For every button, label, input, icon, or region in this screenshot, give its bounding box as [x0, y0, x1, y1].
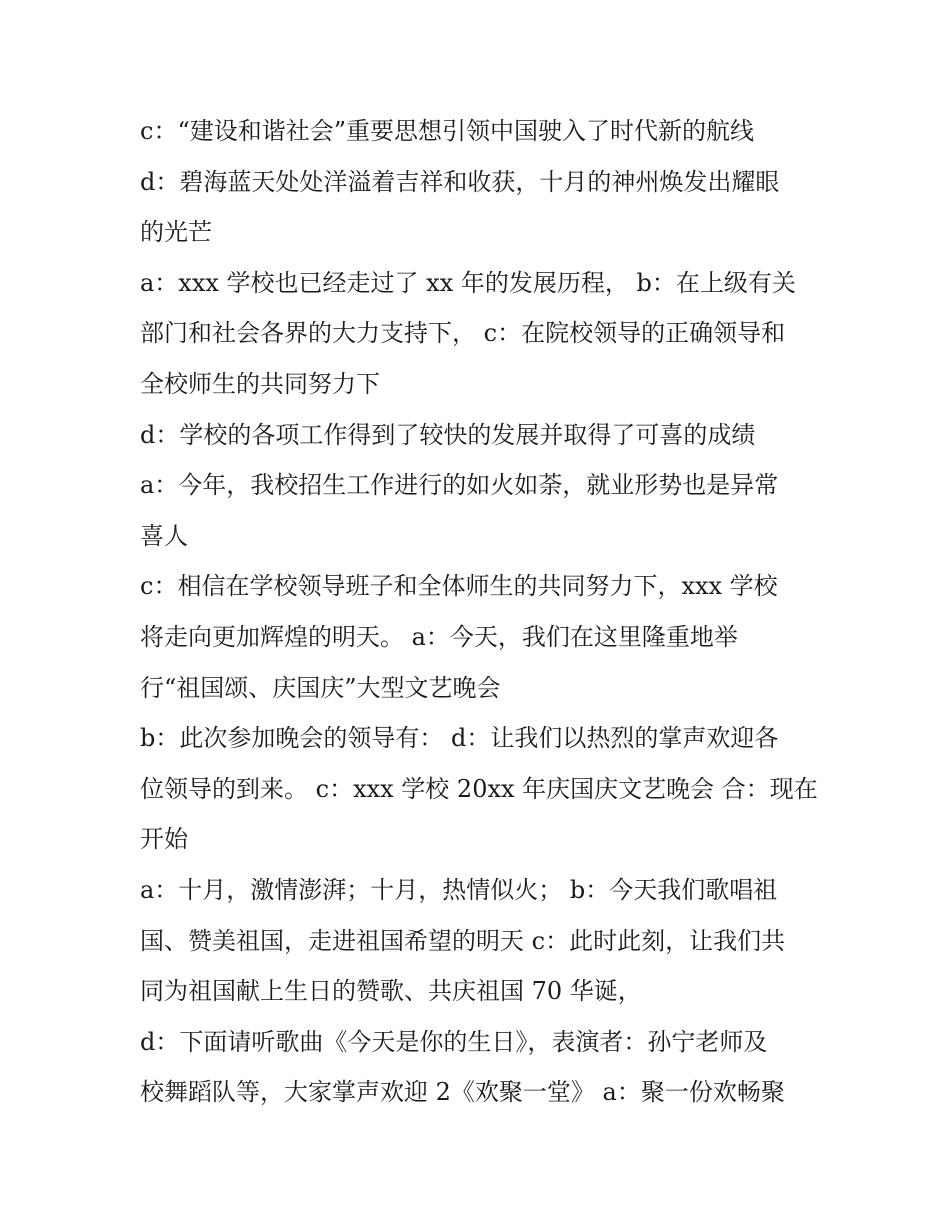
text-line: 位领导的到来。 c：xxx 学校 20xx 年庆国庆文艺晚会 合：现在 — [140, 774, 818, 803]
text-line: d：学校的各项工作得到了较快的发展并取得了可喜的成绩 — [140, 420, 756, 449]
text-line: d：碧海蓝天处处洋溢着吉祥和收获，十月的神州焕发出耀眼 — [140, 167, 780, 196]
text-line: 的光芒 — [140, 218, 212, 247]
text-line: 喜人 — [140, 521, 188, 550]
text-line: 开始 — [140, 825, 188, 854]
text-line: 同为祖国献上生日的赞歌、共庆祖国 70 华诞， — [140, 977, 642, 1006]
text-line: a：xxx 学校也已经走过了 xx 年的发展历程， b：在上级有关 — [140, 268, 796, 297]
text-line: 将走向更加辉煌的明天。 a：今天，我们在这里隆重地举 — [140, 622, 738, 651]
text-line: 校舞蹈队等，大家掌声欢迎 2《欢聚一堂》 a：聚一份欢畅聚 — [140, 1078, 785, 1107]
text-line: 部门和社会各界的大力支持下， c：在院校领导的正确领导和 — [140, 319, 786, 348]
text-line: 全校师生的共同努力下 — [140, 369, 380, 398]
document-body — [140, 106, 820, 1118]
text-line: a：十月，激情澎湃；十月，热情似火； b：今天我们歌唱祖 — [140, 875, 778, 904]
text-line: c：相信在学校领导班子和全体师生的共同努力下，xxx 学校 — [140, 572, 778, 601]
text-line: d：下面请听歌曲《今天是你的生日》，表演者：孙宁老师及 — [140, 1027, 768, 1056]
text-line: 行“祖国颂、庆国庆”大型文艺晚会 — [140, 673, 501, 702]
text-line: 国、赞美祖国，走进祖国希望的明天 c：此时此刻，让我们共 — [140, 926, 786, 955]
text-line: b：此次参加晚会的领导有： d：让我们以热烈的掌声欢迎各 — [140, 724, 779, 753]
text-line: a：今年，我校招生工作进行的如火如荼，就业形势也是异常 — [140, 471, 779, 500]
text-line: c：“建设和谐社会”重要思想引领中国驶入了时代新的航线 — [140, 117, 754, 145]
